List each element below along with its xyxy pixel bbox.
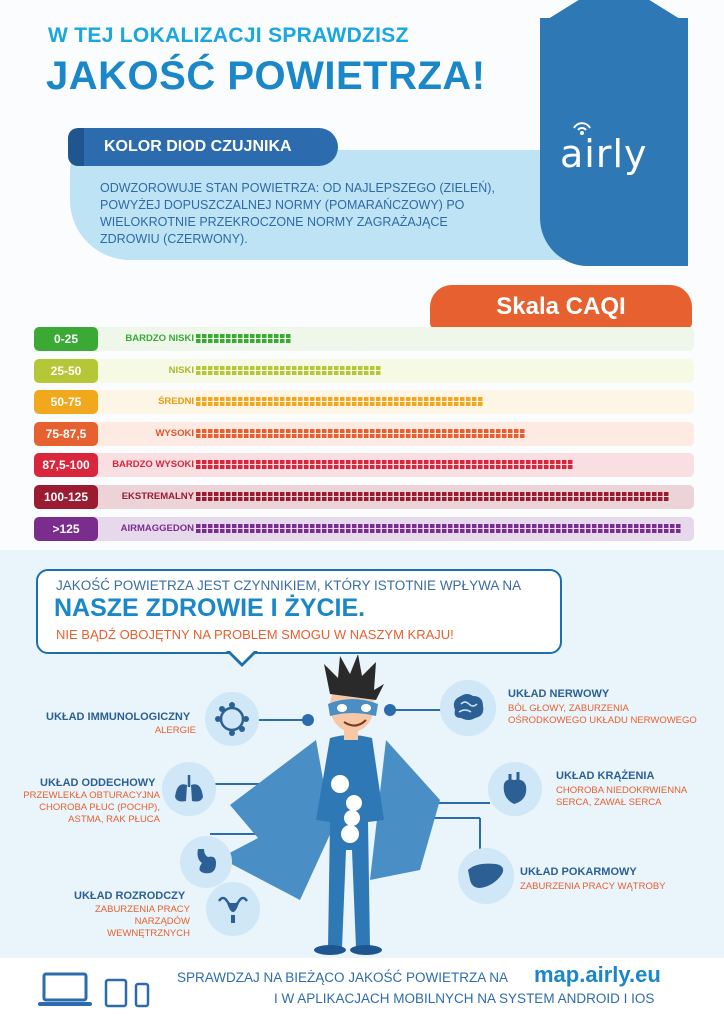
virus-icon xyxy=(212,699,252,739)
reproductive-desc: ZABURZENIA PRACY NARZĄDÓW WEWNĘTRZNYCH xyxy=(94,904,190,939)
caqi-level-bar xyxy=(196,366,387,376)
airly-logo: airly xyxy=(560,132,648,176)
caqi-row xyxy=(34,517,694,541)
digestive-desc: ZABURZENIA PRACY WĄTROBY xyxy=(520,881,666,892)
bubble-line-1: JAKOŚĆ POWIETRZA JEST CZYNNIKIEM, KTÓRY ISTOTNIE WPŁYWA NA xyxy=(56,578,522,593)
caqi-row xyxy=(34,453,694,477)
caqi-level-label: BARDZO NISKI xyxy=(125,333,194,344)
caqi-level-label: NISKI xyxy=(168,364,194,376)
liver-icon xyxy=(466,860,506,892)
sensor-description: ODWZOROWUJE STAN POWIETRZA: OD NAJLEPSZEGO (ZIELEŃ), POWYŻEJ DOPUSZCZALNEJ NORMY (POMARAŃCZOWY) PO WIELOKROTNIE PRZEKROCZONE NORMY ZAGRAŻAJĄCE ZDROWIU (CZERWONY). xyxy=(100,181,495,246)
heart-icon xyxy=(498,770,532,808)
caqi-level-label: EKSTREMALNY xyxy=(121,491,194,502)
caqi-row xyxy=(34,327,694,351)
immune-title: UKŁAD IMMUNOLOGICZNY xyxy=(46,711,191,723)
caqi-level-bar xyxy=(196,524,686,534)
caqi-scale-title: Skala CAQI xyxy=(430,285,692,329)
uterus-icon xyxy=(215,891,251,927)
caqi-row xyxy=(34,359,694,383)
caqi-range-badge: 75-87,5 xyxy=(34,422,98,446)
nervous-title: UKŁAD NERWOWY xyxy=(508,688,610,700)
caqi-range-badge: 0-25 xyxy=(34,327,98,351)
header-title: JAKOŚĆ POWIETRZA! xyxy=(46,54,486,98)
caqi-level-bar xyxy=(196,460,578,470)
caqi-level-bar xyxy=(196,492,671,502)
stomach-icon xyxy=(190,845,222,877)
caqi-level-label: WYSOKI xyxy=(155,427,194,439)
caqi-level-bar xyxy=(196,334,294,344)
sensor-heading: KOLOR DIOD CZUJNIKA xyxy=(84,128,338,166)
phone-icon xyxy=(134,982,150,1008)
sensor-tab-fold xyxy=(68,128,84,166)
caqi-level-label: AIRMAGGEDON xyxy=(120,522,194,534)
respiratory-desc: PRZEWLEKŁA OBTURACYJNA CHOROBA PŁUC (POCHP), ASTMA, RAK PŁUCA xyxy=(23,790,160,825)
caqi-level-label: ŚREDNI xyxy=(158,396,194,408)
digestive-title: UKŁAD POKARMOWY xyxy=(520,866,637,878)
caqi-level-bar xyxy=(196,429,529,439)
circulatory-desc: CHOROBA NIEDOKRWIENNA SERCA, ZAWAŁ SERCA xyxy=(556,785,687,808)
caqi-row xyxy=(34,485,694,509)
footer-text-2: I W APLIKACJACH MOBILNYCH NA SYSTEM ANDROID I IOS xyxy=(274,991,655,1006)
caqi-range-badge: 50-75 xyxy=(34,390,98,414)
brain-icon xyxy=(449,690,487,726)
caqi-range-badge: 100-125 xyxy=(34,485,98,509)
footer-text-1: SPRAWDZAJ NA BIEŻĄCO JAKOŚĆ POWIETRZA NA xyxy=(177,970,509,985)
caqi-range-badge: 87,5-100 xyxy=(34,453,98,477)
footer-map-link[interactable]: map.airly.eu xyxy=(534,962,661,987)
caqi-row xyxy=(34,390,694,414)
header-subtitle: W TEJ LOKALIZACJI SPRAWDZISZ xyxy=(48,24,409,47)
caqi-range-badge: >125 xyxy=(34,517,98,541)
reproductive-title: UKŁAD ROZRODCZY xyxy=(74,890,186,902)
laptop-icon xyxy=(36,972,94,1008)
lungs-icon xyxy=(171,771,207,807)
bubble-line-3: NIE BĄDŹ OBOJĘTNY NA PROBLEM SMOGU W NASZYM KRAJU! xyxy=(56,627,454,642)
caqi-range-badge: 25-50 xyxy=(34,359,98,383)
caqi-level-bar xyxy=(196,397,485,407)
tablet-icon xyxy=(104,978,128,1008)
nervous-desc: BÓL GŁOWY, ZABURZENIA OŚRODKOWEGO UKŁADU NERWOWEGO xyxy=(508,703,697,726)
respiratory-title: UKŁAD ODDECHOWY xyxy=(40,777,156,789)
bubble-headline: NASZE ZDROWIE I ŻYCIE. xyxy=(54,594,366,622)
caqi-level-label: BARDZO WYSOKI xyxy=(112,459,194,471)
immune-desc: ALERGIE xyxy=(154,725,196,736)
caqi-row xyxy=(34,422,694,446)
circulatory-title: UKŁAD KRĄŻENIA xyxy=(556,770,655,782)
